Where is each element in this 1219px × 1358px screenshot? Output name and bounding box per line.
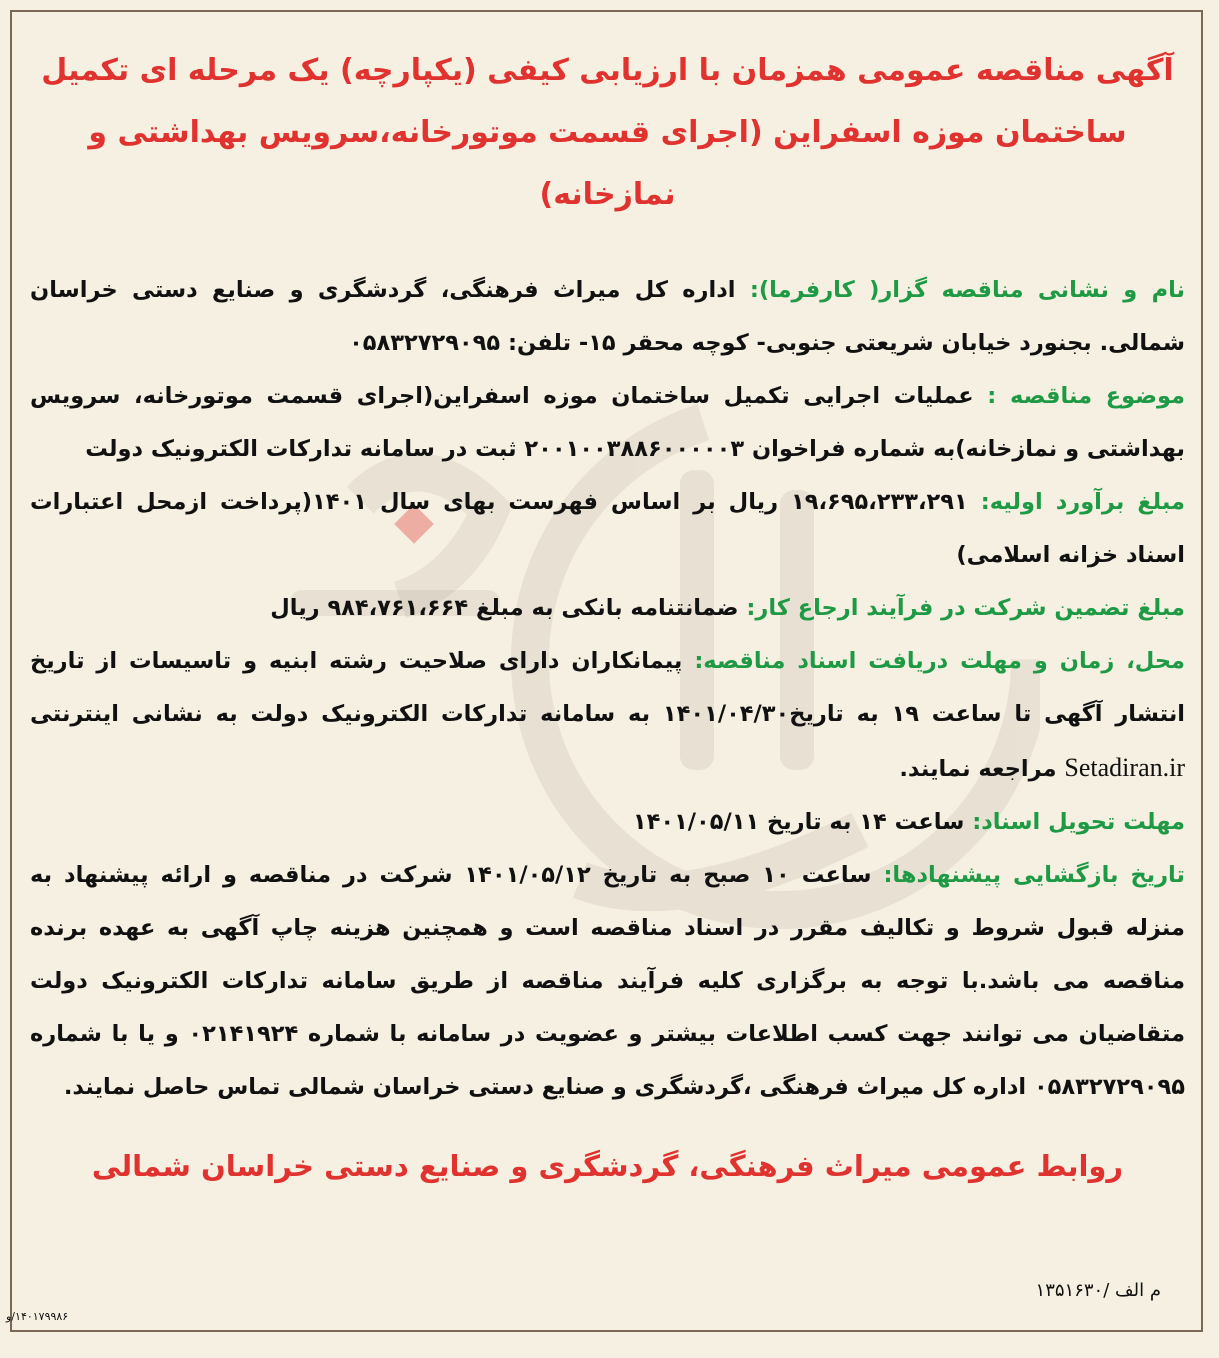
deadline-section bbox=[30, 796, 1185, 849]
subject-section bbox=[30, 370, 1185, 476]
website-link[interactable]: Setadiran.ir bbox=[1064, 753, 1185, 782]
public-relations-footer: روابط عمومی میراث فرهنگی، گردشگری و صنایع دستی خراسان شمالی bbox=[91, 1149, 1124, 1183]
employer-text: اداره کل میراث فرهنگی، گردشگری و صنایع دستی خراسان شمالی. بجنورد خیابان شریعتی جنوبی- کوچه محقر ۱۵- تلفن: ۰۵۸۳۲۷۲۹۰۹۵ bbox=[30, 277, 1185, 356]
deadline-text: ساعت ۱۴ به تاریخ ۱۴۰۱/۰۵/۱۱ bbox=[632, 809, 965, 835]
estimate-label: مبلغ برآورد اولیه: bbox=[980, 489, 1185, 515]
guarantee-text: ضمانتنامه بانکی به مبلغ ۹۸۴،۷۶۱،۶۶۴ ریال bbox=[270, 595, 739, 621]
opening-section bbox=[30, 849, 1185, 1114]
employer-section bbox=[30, 264, 1185, 370]
side-code: ۱۴۰۱۷۹۹۸۶/و bbox=[6, 1310, 69, 1323]
notice-title bbox=[30, 40, 1185, 226]
title-line-1: آگهی مناقصه عمومی همزمان با ارزیابی کیفی (یکپارچه) یک مرحله ای تکمیل bbox=[41, 53, 1174, 88]
documents-text: پیمانکاران دارای صلاحیت رشته ابنیه و تاسیسات از تاریخ انتشار آگهی تا ساعت ۱۹ به تاریخ۱۴۰۱/۰۴/۳۰ به سامانه تدارکات الکترونیک دولت به نشانی اینترنتی bbox=[30, 648, 1185, 727]
opening-label: تاریخ بازگشایی پیشنهادها: bbox=[883, 862, 1185, 888]
opening-text: ساعت ۱۰ صبح به تاریخ ۱۴۰۱/۰۵/۱۲ شرکت در مناقصه و ارائه پیشنهاد به منزله قبول شروط و تکالیف مقرر در اسناد مناقصه است و همچنین هزینه چاپ آگهی به عهده برنده مناقصه می باشد.با توجه به برگزاری کلیه فرآیند مناقصه از طریق سامانه تدارکات الکترونیک دولت متقاضیان می توانند جهت کسب اطلاعات بیشتر و عضویت در سامانه با شماره ۰۲۱۴۱۹۲۴ و یا با شماره ۰۵۸۳۲۷۲۹۰۹۵ اداره کل میراث فرهنگی ،گردشگری و صنایع دستی خراسان شمالی تماس حاصل نمایند. bbox=[30, 862, 1185, 1100]
documents-text-end: مراجعه نمایند. bbox=[899, 756, 1057, 782]
documents-label: محل، زمان و مهلت دریافت اسناد مناقصه: bbox=[694, 648, 1185, 674]
estimate-section bbox=[30, 476, 1185, 582]
deadline-label: مهلت تحویل اسناد: bbox=[972, 809, 1185, 835]
subject-label: موضوع مناقصه : bbox=[987, 383, 1185, 409]
title-line-2: ساختمان موزه اسفراین (اجرای قسمت موتورخانه،سرویس بهداشتی و نمازخانه) bbox=[88, 115, 1127, 212]
reference-number: م الف /۱۳۵۱۶۳۰ bbox=[1035, 1280, 1161, 1301]
estimate-text: ۱۹،۶۹۵،۲۳۳،۲۹۱ ریال بر اساس فهرست بهای سال ۱۴۰۱(پرداخت ازمحل اعتبارات اسناد خزانه اسلامی) bbox=[30, 489, 1185, 568]
subject-text: عملیات اجرایی تکمیل ساختمان موزه اسفراین(اجرای قسمت موتورخانه، سرویس بهداشتی و نمازخانه)به شماره فراخوان ۲۰۰۱۰۰۳۸۸۶۰۰۰۰۰۳ ثبت در سامانه تدارکات الکترونیک دولت bbox=[30, 383, 1185, 462]
notice-content bbox=[30, 40, 1185, 1196]
guarantee-label: مبلغ تضمین شرکت در فرآیند ارجاع کار: bbox=[746, 595, 1185, 621]
documents-section bbox=[30, 635, 1185, 796]
employer-label: نام و نشانی مناقصه گزار( کارفرما): bbox=[749, 277, 1185, 303]
guarantee-section bbox=[30, 582, 1185, 635]
